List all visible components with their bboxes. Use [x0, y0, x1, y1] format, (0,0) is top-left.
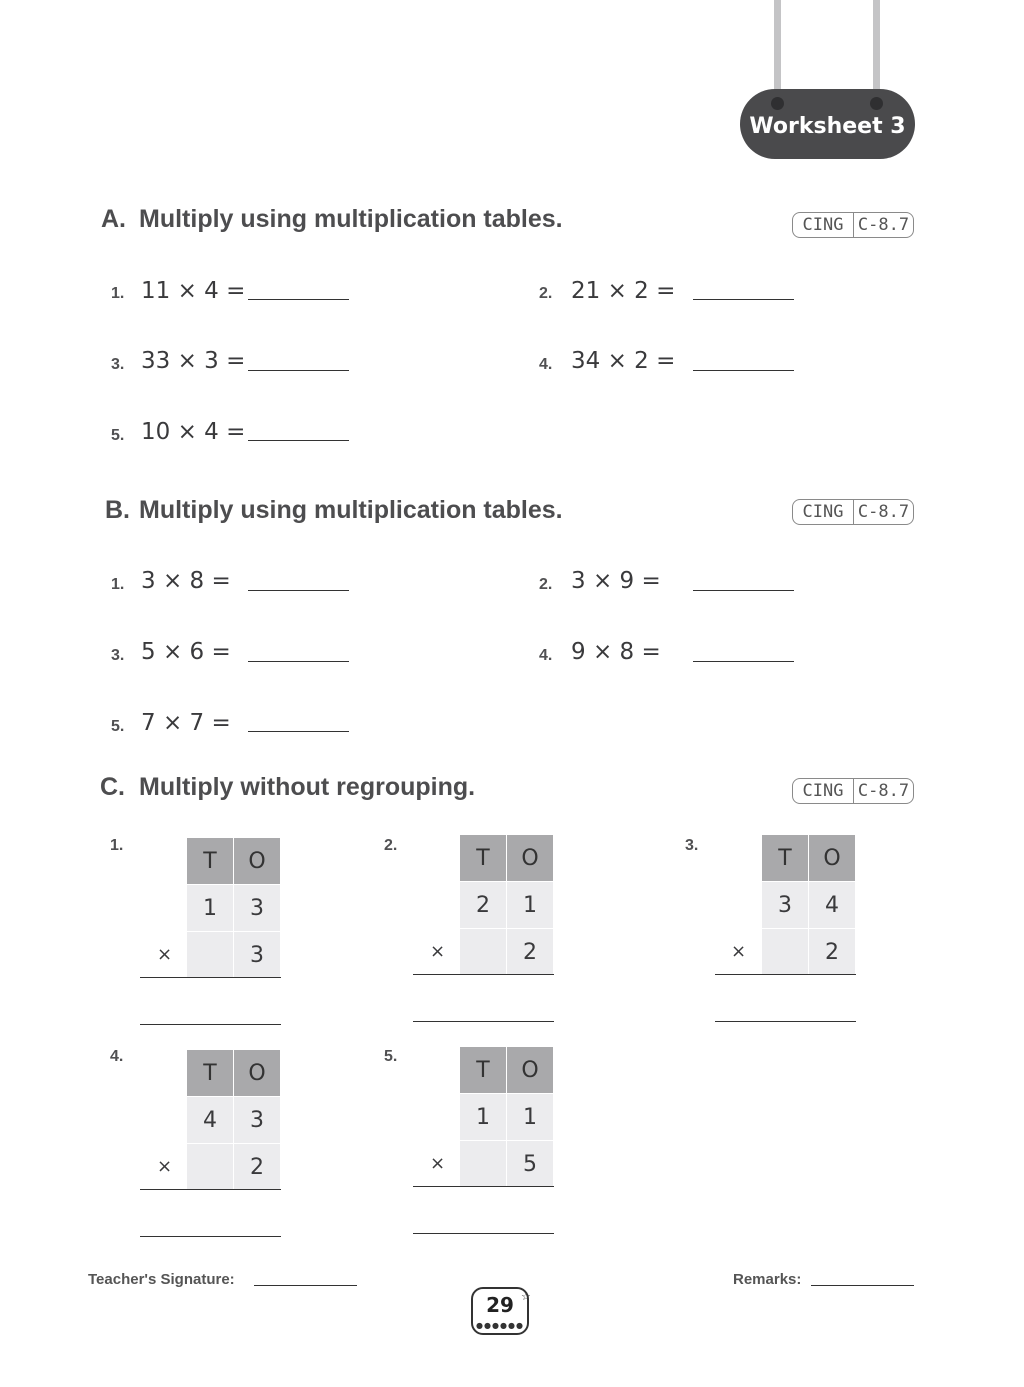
- tag-hole-right: [870, 97, 883, 110]
- question-number: 4.: [539, 647, 553, 664]
- answer-blank[interactable]: [248, 590, 349, 591]
- page-number: 29: [486, 1293, 514, 1317]
- tens-digit: 3: [762, 882, 808, 928]
- question-number: 1.: [111, 285, 125, 302]
- ones-header: O: [234, 838, 280, 884]
- teacher-signature-label: Teacher's Signature:: [88, 1271, 235, 1288]
- tens-header: T: [187, 1050, 233, 1096]
- times-sign: ×: [430, 941, 446, 962]
- code-right: C-8.7: [857, 215, 910, 235]
- star-icon: ☆: [521, 1290, 531, 1303]
- times-sign: ×: [731, 941, 747, 962]
- ones-digit: 1: [507, 882, 553, 928]
- question-number: 5.: [111, 718, 125, 735]
- answer-line[interactable]: [715, 1021, 856, 1022]
- tag-hole-left: [771, 97, 784, 110]
- question-expression: 7 × 7 =: [141, 710, 231, 736]
- question-expression: 10 × 4 =: [141, 419, 246, 445]
- answer-blank[interactable]: [248, 731, 349, 732]
- answer-blank[interactable]: [248, 370, 349, 371]
- answer-line[interactable]: [413, 1021, 554, 1022]
- answer-line[interactable]: [413, 1233, 554, 1234]
- section-b-heading: Multiply using multiplication tables.: [139, 496, 563, 524]
- question-expression: 9 × 8 =: [571, 639, 661, 665]
- tag-hanger-right: [873, 0, 880, 100]
- answer-blank[interactable]: [693, 299, 794, 300]
- ones-header: O: [507, 835, 553, 881]
- section-c-heading: Multiply without regrouping.: [139, 773, 476, 801]
- tens-header: T: [460, 1047, 506, 1093]
- question-expression: 21 × 2 =: [571, 278, 676, 304]
- multiplier-tens-cell: [762, 929, 808, 975]
- answer-blank[interactable]: [248, 661, 349, 662]
- multiplier-tens-cell: [460, 929, 506, 975]
- section-b-letter: B.: [105, 496, 130, 524]
- problem-number: 2.: [384, 837, 398, 854]
- multiplier-ones: 5: [507, 1141, 553, 1187]
- tens-digit: 2: [460, 882, 506, 928]
- section-a-title: [101, 205, 563, 234]
- section-c-title: [100, 773, 475, 802]
- problem-number: 5.: [384, 1048, 398, 1065]
- remarks-label: Remarks:: [733, 1271, 802, 1288]
- answer-line[interactable]: [140, 1236, 281, 1237]
- question-expression: 34 × 2 =: [571, 348, 676, 374]
- teacher-signature-line[interactable]: [254, 1285, 357, 1286]
- remarks-line[interactable]: [811, 1285, 914, 1286]
- section-a-letter: A.: [101, 205, 126, 233]
- question-number: 3.: [111, 647, 125, 664]
- question-number: 1.: [111, 576, 125, 593]
- tens-header: T: [187, 838, 233, 884]
- times-sign: ×: [157, 1156, 173, 1177]
- answer-blank[interactable]: [248, 299, 349, 300]
- tens-digit: 4: [187, 1097, 233, 1143]
- question-number: 5.: [111, 427, 125, 444]
- problem-number: 3.: [685, 837, 699, 854]
- question-expression: 5 × 6 =: [141, 639, 231, 665]
- section-b-title: [105, 496, 563, 525]
- ones-header: O: [809, 835, 855, 881]
- multiplier-ones: 3: [234, 932, 280, 978]
- product-line: [140, 1189, 281, 1190]
- question-expression: 33 × 3 =: [141, 348, 246, 374]
- section-c-letter: C.: [100, 773, 125, 801]
- tens-digit: 1: [460, 1094, 506, 1140]
- worksheet-tag: Worksheet 3: [740, 89, 915, 159]
- code-right: C-8.7: [857, 781, 910, 801]
- section-c-code-badge: [792, 778, 914, 804]
- code-left: CING: [793, 500, 854, 524]
- product-line: [140, 977, 281, 978]
- multiplier-ones: 2: [507, 929, 553, 975]
- tens-digit: 1: [187, 885, 233, 931]
- problem-number: 1.: [110, 837, 124, 854]
- tens-header: T: [460, 835, 506, 881]
- dot-row-icon: ●●●●●●: [476, 1321, 524, 1330]
- question-expression: 11 × 4 =: [141, 278, 246, 304]
- product-line: [413, 1186, 554, 1187]
- tag-hanger-left: [774, 0, 781, 100]
- ones-header: O: [234, 1050, 280, 1096]
- multiplier-ones: 2: [234, 1144, 280, 1190]
- question-number: 2.: [539, 285, 553, 302]
- answer-line[interactable]: [140, 1024, 281, 1025]
- product-line: [715, 974, 856, 975]
- section-a-code-badge: [792, 212, 914, 238]
- ones-digit: 3: [234, 1097, 280, 1143]
- section-b-code-badge: [792, 499, 914, 525]
- multiplier-tens-cell: [460, 1141, 506, 1187]
- times-sign: ×: [430, 1153, 446, 1174]
- question-expression: 3 × 8 =: [141, 568, 231, 594]
- answer-blank[interactable]: [248, 440, 349, 441]
- times-sign: ×: [157, 944, 173, 965]
- ones-digit: 1: [507, 1094, 553, 1140]
- question-number: 3.: [111, 356, 125, 373]
- problem-number: 4.: [110, 1048, 124, 1065]
- question-number: 4.: [539, 356, 553, 373]
- code-left: CING: [793, 213, 854, 237]
- product-line: [413, 974, 554, 975]
- question-number: 2.: [539, 576, 553, 593]
- tens-header: T: [762, 835, 808, 881]
- code-right: C-8.7: [857, 502, 910, 522]
- code-left: CING: [793, 779, 854, 803]
- multiplier-tens-cell: [187, 1144, 233, 1190]
- multiplier-tens-cell: [187, 932, 233, 978]
- ones-digit: 3: [234, 885, 280, 931]
- question-expression: 3 × 9 =: [571, 568, 661, 594]
- section-a-heading: Multiply using multiplication tables.: [139, 205, 563, 233]
- answer-blank[interactable]: [693, 370, 794, 371]
- answer-blank[interactable]: [693, 661, 794, 662]
- ones-header: O: [507, 1047, 553, 1093]
- answer-blank[interactable]: [693, 590, 794, 591]
- multiplier-ones: 2: [809, 929, 855, 975]
- ones-digit: 4: [809, 882, 855, 928]
